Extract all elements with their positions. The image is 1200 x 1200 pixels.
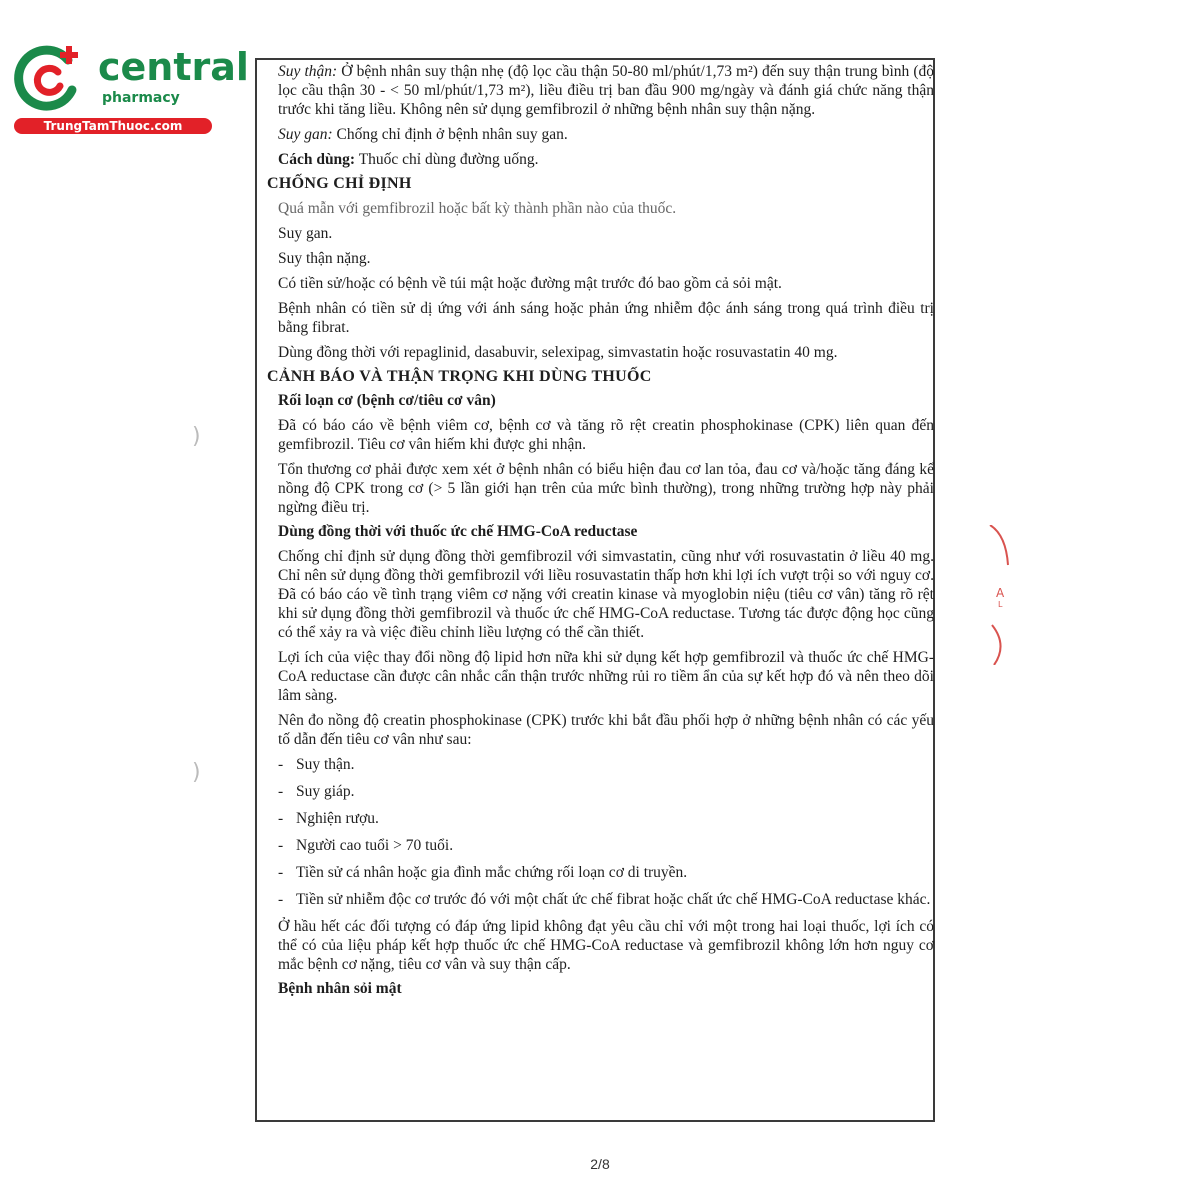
contraindication-item: Có tiền sử/hoặc có bệnh về túi mật hoặc đường mật trước đó bao gồm cả sỏi mật. (278, 275, 782, 292)
bullet-dash: - (278, 864, 284, 881)
logo-brand-name: central (98, 45, 249, 89)
page-number: 2/8 (590, 1156, 610, 1172)
paragraph-statin-contraindication: Chống chỉ định sử dụng đồng thời gemfibrozil với simvastatin, cũng như với rosuvastatin ở liều 40 mg. Chỉ nên sử dụng đồng thời gemfibrozil với liều rosuvastatin thấp hơn khi lợi ích vượt trội so với nguy cơ. Đã có báo cáo về tình trạng viêm cơ nặng với creatin kinase và myoglobin niệu (tiêu cơ vân) tăng rõ rệt khi sử dụng đồng thời gemfibrozil và thuốc ức chế HMG-CoA reductase. Tương tác được động học cũng có thể xảy ra và việc điều chỉnh liều lượng có thể cần thiết. (278, 548, 934, 641)
list-item-text: Nghiện rượu. (296, 810, 379, 827)
logo-website: TrungTamThuoc.com (14, 118, 212, 134)
list-item-text: Tiền sử nhiễm độc cơ trước đó với một chất ức chế fibrat hoặc chất ức chế HMG-CoA reductase khác. (296, 891, 931, 908)
central-pharmacy-logo (10, 38, 249, 138)
scan-hole-mark: ) (192, 424, 201, 449)
paragraph-myopathy-reports: Đã có báo cáo về bệnh viêm cơ, bệnh cơ và tăng rõ rệt creatin phosphokinase (CPK) liên quan đến gemfibrozil. Tiêu cơ vân hiếm khi được ghi nhận. (278, 417, 934, 453)
paragraph-muscle-damage: Tổn thương cơ phải được xem xét ở bệnh nhân có biểu hiện đau cơ lan tỏa, đau cơ và/hoặc tăng đáng kể nồng độ CPK trong cơ (> 5 lần giới hạn trên của mức bình thường), trong những trường hợp này phải ngừng điều trị. (278, 461, 934, 516)
list-item (266, 782, 934, 801)
contraindication-item: Suy thận nặng. (278, 250, 371, 267)
bullet-dash: - (278, 756, 284, 773)
logo-subtitle: pharmacy (102, 90, 180, 106)
contraindication-item: Dùng đồng thời với repaglinid, dasabuvir, selexipag, simvastatin hoặc rosuvastatin 40 mg. (278, 344, 838, 361)
bullet-dash: - (278, 810, 284, 827)
paragraph-cpk-measurement: Nên đo nồng độ creatin phosphokinase (CPK) trước khi bắt đầu phối hợp ở những bệnh nhân có các yếu tố dẫn đến tiêu cơ vân như sau: (278, 712, 934, 748)
subheading-gallstone-patients: Bệnh nhân sỏi mật (278, 980, 402, 997)
list-item (266, 755, 934, 774)
contraindication-item: Bệnh nhân có tiền sử dị ứng với ánh sáng hoặc phản ứng nhiễm độc ánh sáng trong quá trình điều trị bằng fibrat. (278, 300, 934, 336)
subheading-statin-coadministration: Dùng đồng thời với thuốc ức chế HMG-CoA reductase (278, 523, 638, 540)
list-item-text: Tiền sử cá nhân hoặc gia đình mắc chứng rối loạn cơ di truyền. (296, 864, 688, 881)
label-administration: Cách dùng: (278, 151, 356, 168)
label-renal-impairment: Suy thận: (278, 63, 338, 80)
list-item-text: Người cao tuổi > 70 tuổi. (296, 837, 454, 854)
scan-hole-mark: ) (192, 760, 201, 785)
paragraph-combination-therapy: Ở hầu hết các đối tượng có đáp ứng lipid không đạt yêu cầu chỉ với một trong hai loại thuốc, lợi ích có thể có của liệu pháp kết hợp thuốc ức chế HMG-CoA reductase và gemfibrozil không lớn hơn nguy cơ mắc bệnh cơ nặng, tiêu cơ vân và suy thận cấp. (278, 918, 934, 973)
paragraph-lipid-benefit: Lợi ích của việc thay đổi nồng độ lipid hơn nữa khi sử dụng kết hợp gemfibrozil và thuốc ức chế HMG-CoA reductase cần được cân nhắc cẩn thận trước những rủi ro tiềm ẩn của sự kết hợp đó và nên theo dõi lâm sàng. (278, 649, 934, 704)
paragraph-renal-impairment (266, 62, 934, 119)
paragraph-hepatic-impairment (266, 125, 934, 144)
document-content (266, 62, 934, 1004)
paragraph-administration (266, 150, 934, 169)
contraindication-item: Suy gan. (278, 225, 333, 242)
heading-warnings-precautions: CẢNH BÁO VÀ THẬN TRỌNG KHI DÙNG THUỐC (267, 368, 652, 385)
red-stamp-fragment-icon (988, 525, 1012, 665)
svg-text:L: L (998, 600, 1003, 609)
svg-text:A: A (996, 586, 1005, 600)
text-renal-impairment: Ở bệnh nhân suy thận nhẹ (độ lọc cầu thận 50-80 ml/phút/1,73 m²) đến suy thận trung bình (độ lọc cầu thận 30 - < 50 ml/phút/1,73 m²), liều điều trị ban đầu 900 mg/ngày và đánh giá chức năng thận trước khi tăng liều. Không nên sử dụng gemfibrozil ở những bệnh nhân suy thận nặng. (278, 63, 935, 118)
heading-contraindications: CHỐNG CHỈ ĐỊNH (267, 175, 412, 192)
bullet-dash: - (278, 837, 284, 854)
bullet-dash: - (278, 783, 284, 800)
list-item (266, 863, 934, 882)
list-item-text: Suy giáp. (296, 783, 355, 800)
list-item (266, 836, 934, 855)
pharmacy-logo-icon (10, 38, 90, 118)
text-hepatic-impairment: Chống chỉ định ở bệnh nhân suy gan. (332, 126, 568, 143)
list-item-text: Suy thận. (296, 756, 355, 773)
list-item (266, 809, 934, 828)
subheading-muscle-disorders: Rối loạn cơ (bệnh cơ/tiêu cơ vân) (278, 392, 496, 409)
list-item (266, 890, 934, 909)
contraindication-item: Quá mẫn với gemfibrozil hoặc bất kỳ thành phần nào của thuốc. (278, 200, 677, 217)
label-hepatic-impairment: Suy gan: (278, 126, 333, 143)
bullet-dash: - (278, 891, 284, 908)
text-administration: Thuốc chỉ dùng đường uống. (355, 151, 539, 168)
